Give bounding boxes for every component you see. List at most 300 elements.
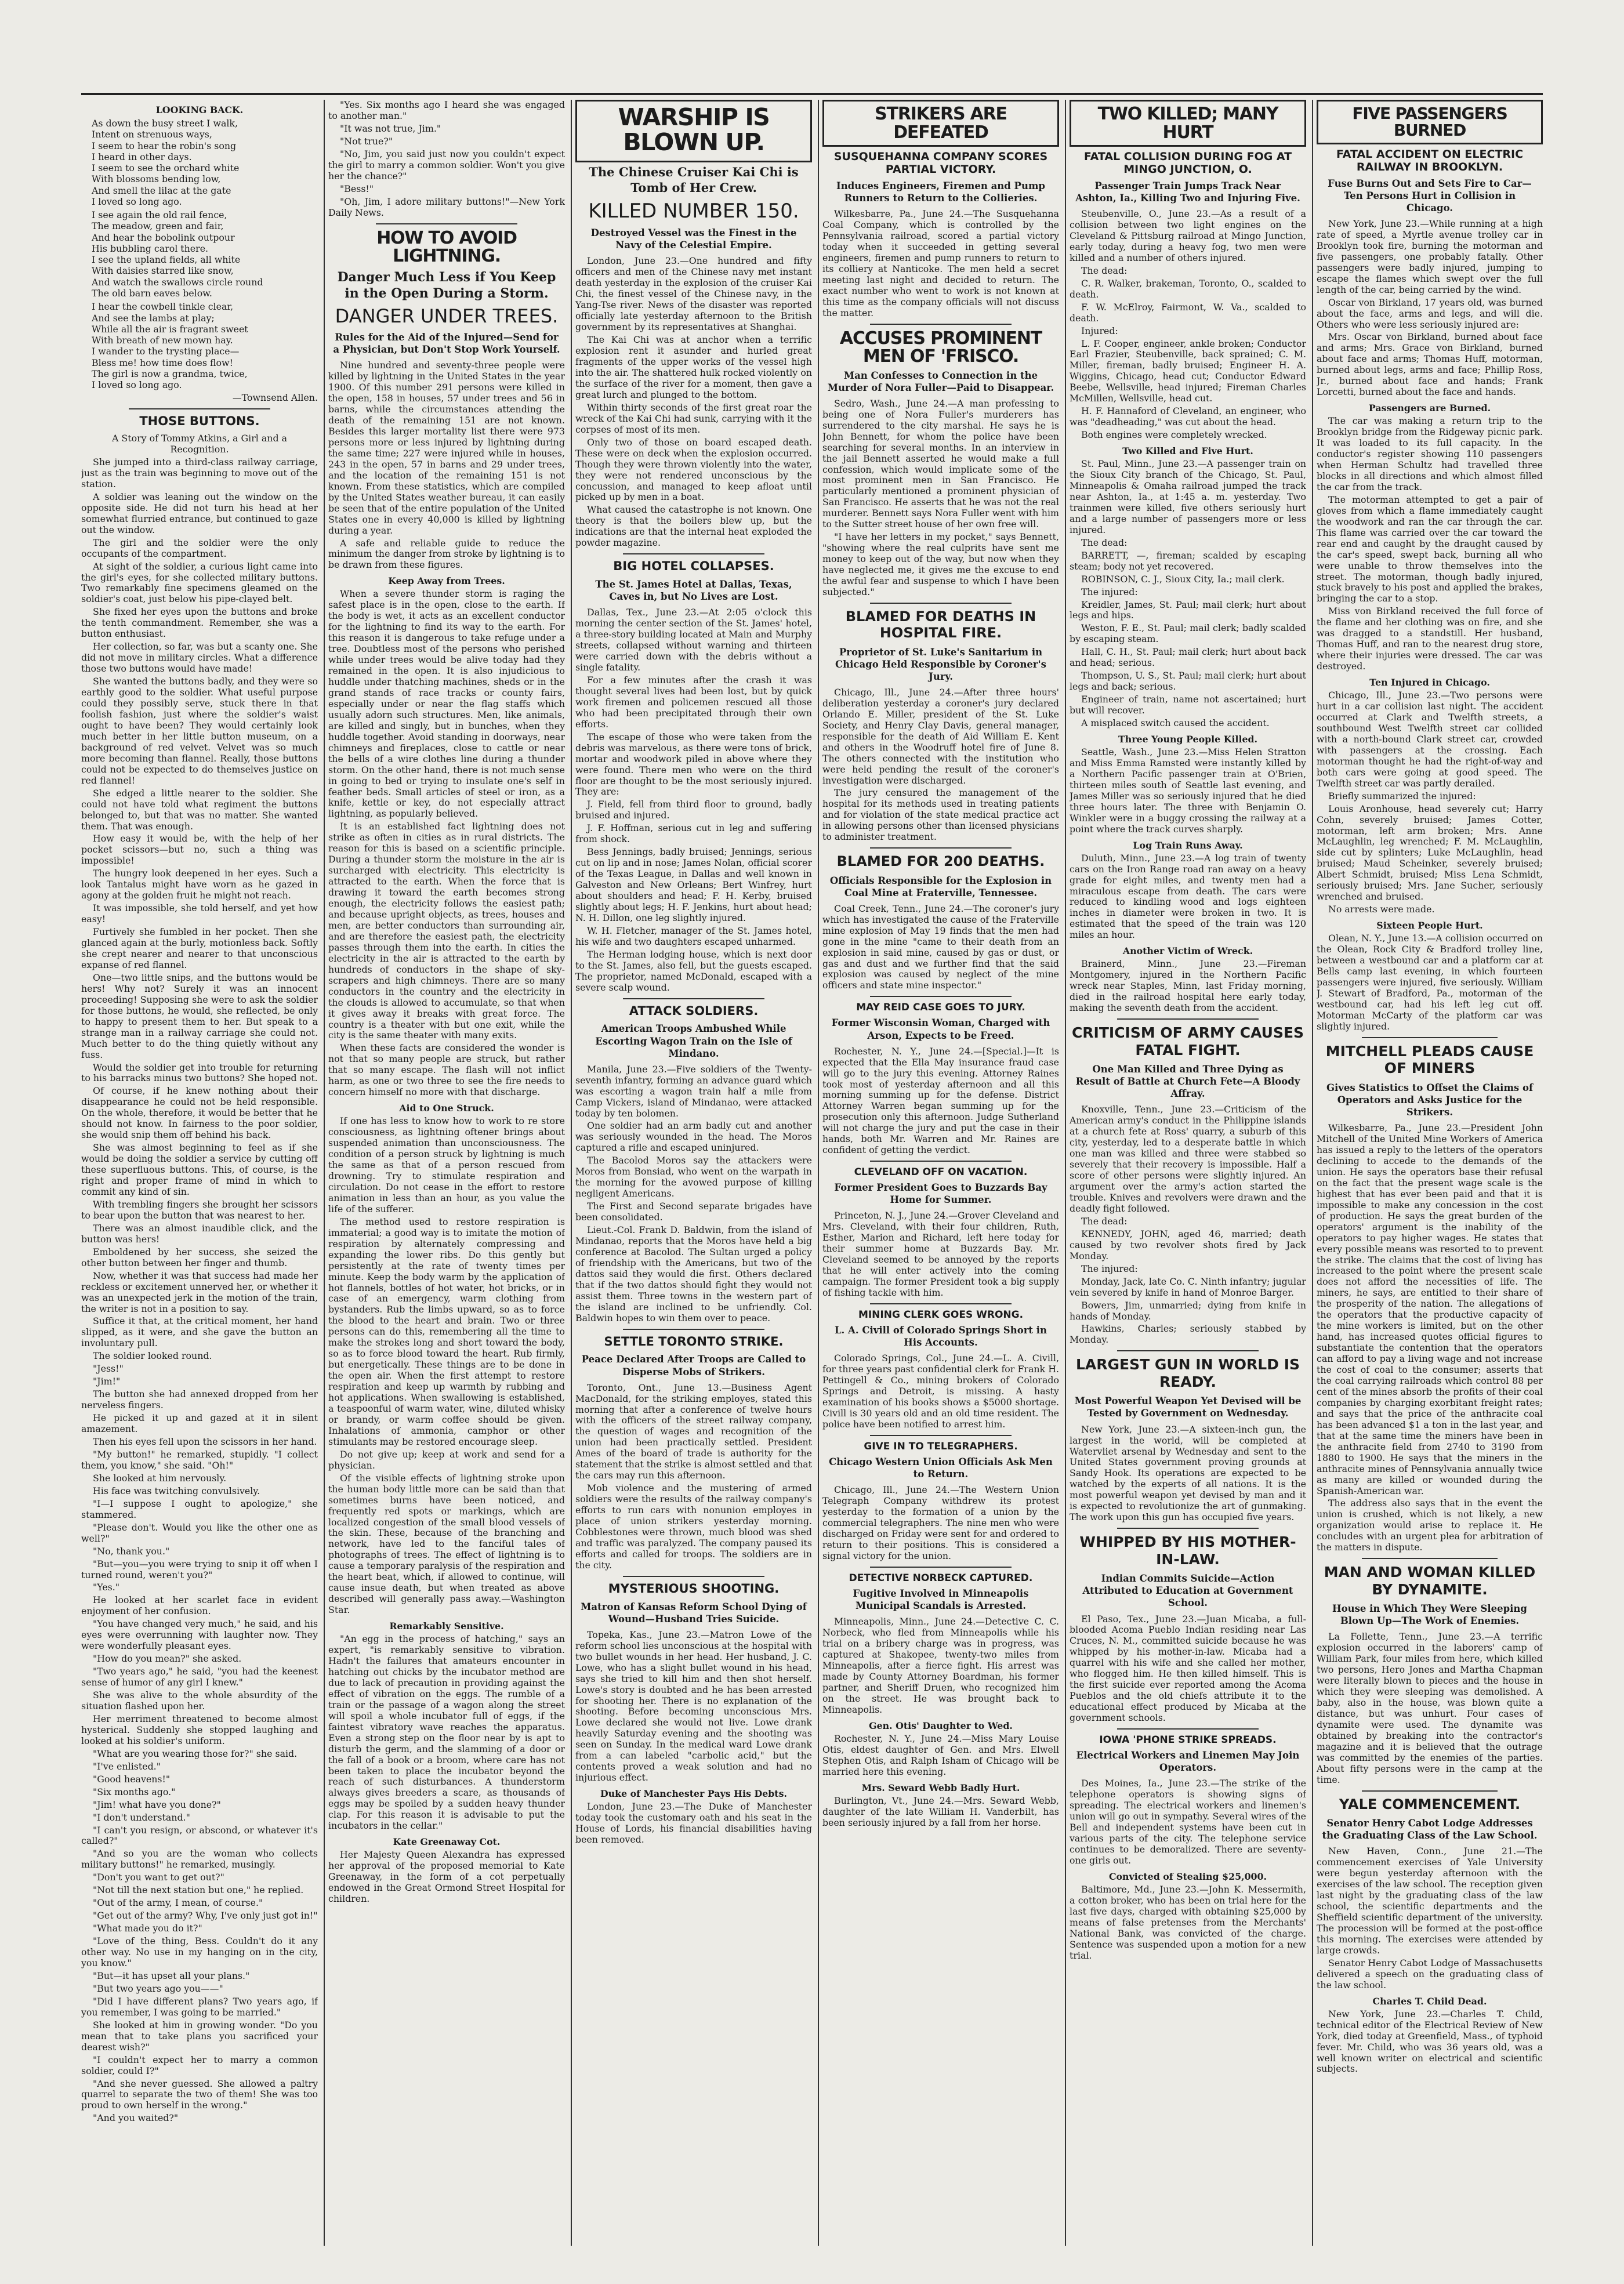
paragraph: "But—you—you were trying to snip it off when I turned round, weren't you?": [81, 1558, 318, 1580]
headline-criticism: CRITICISM OF ARMY CAUSES FATAL FIGHT.: [1071, 1024, 1304, 1058]
column-rule: [1312, 100, 1313, 2246]
subhead-mitchell: Gives Statistics to Offset the Claims of Operators and Asks Justice for the Strikers.: [1326, 1082, 1534, 1118]
poem-author: —Townsend Allen.: [232, 392, 318, 404]
divider: [1117, 1528, 1259, 1529]
paragraph: Both engines were completely wrecked.: [1081, 429, 1267, 441]
subhead-those-buttons: A Story of Tommy Atkins, a Girl and a Recognition.: [111, 433, 287, 455]
paragraph: The button she had annexed dropped from her nerveless fingers.: [81, 1388, 318, 1411]
article-body: [822, 1796, 1059, 1829]
article-body: [328, 589, 565, 1098]
paragraph: Des Moines, Ia., June 23.—The strike of the telephone operators is showing signs of spreading. The electrical workers and linemen's union will go out in sympathy. Several wires of the Bell and independent systems have been cut in various parts of the city. The telephone service continues to be demoralized. There are seventy-one girls out.: [1070, 1778, 1306, 1866]
paragraph: Do not give up; keep at work and send for a physician.: [328, 1448, 565, 1471]
paragraph: London, June 23.—One hundred and fifty officers and men of the Chinese navy met instant death yesterday in the explosion of the cruiser Kai Chi, the finest vessel of the Chinese navy, in the Yang-Tse river. News of the disaster was reported officially late yesterday afternoon to the British government by its representatives at Shanghai.: [575, 255, 812, 333]
subhead-destroyed: Destroyed Vessel was the Finest in the Navy of the Celestial Empire.: [590, 227, 797, 251]
subhead-telegraphers: Chicago Western Union Officials Ask Men to Return.: [829, 1456, 1053, 1480]
paragraph: "Two years ago," he said, "you had the keenest sense of humor of any girl I knew.": [81, 1666, 318, 1688]
paragraph: She looked at him nervously.: [93, 1472, 227, 1484]
divider: [870, 603, 1012, 604]
paragraph: There was an almost inaudible click, and the button was hers!: [81, 1222, 318, 1245]
headline-box: [1070, 100, 1306, 147]
paragraph: She edged a little nearer to the soldier. She could not have told what regiment the buttons belonged to, but that was no matter. She wanted them. That was enough.: [81, 787, 318, 832]
article-body: [1070, 1614, 1306, 1724]
paragraph: "Not true?": [340, 135, 393, 147]
paragraph: Baltimore, Md., June 23.—John K. Messermith, a cotton broker, who has been on trial here for the last five days, charged with obtaining $25,000 by means of false pretenses from the Merchants' National Bank, was convicted of the charge. Sentence was suspended upon a motion for a new trial.: [1070, 1883, 1306, 1961]
paragraph: Hawkins, Charles; seriously stabbed by Monday.: [1070, 1323, 1306, 1346]
paragraph: Injured:: [1081, 325, 1118, 336]
side-head: Duke of Manchester Pays His Debts.: [600, 1788, 787, 1800]
subhead-iowa-phone: Electrical Workers and Linemen May Join Operators.: [1076, 1750, 1300, 1774]
article-body: [328, 1634, 565, 1832]
paragraph: "Did I have different plans? Two years ago, if you remember, I was going to be married.": [81, 1995, 318, 2018]
paragraph: The Bacolod Moros say the attackers were Moros from Bonsiad, who went on the warpath in the morning for the avowed purpose of killing negligent Americans.: [575, 1155, 812, 1199]
article-body: [328, 1116, 565, 1616]
paragraph: Furtively she fumbled in her pocket. Then she glanced again at the burly, motionless back. Softly she crept nearer and nearer to that unconscious expanse of red flannel.: [81, 926, 318, 970]
article-body: [1317, 219, 1543, 398]
paragraph: Minneapolis, Minn., June 24.—Detective C. C. Norbeck, who fled from Minneapolis while his trial on a bribery charge was in progress, was captured at Shakopee, twenty-two miles from Minneapolis, after a fierce fight. His arrest was made by County Attorney Boardman, his former partner, and Sheriff Druen, who recognized him on the street. He was brought back to Minneapolis.: [822, 1616, 1059, 1715]
paragraph: Hall, C. H., St. Paul; mail clerk; hurt about back and head; serious.: [1070, 646, 1306, 669]
divider: [1117, 1018, 1259, 1020]
paragraph: Miss von Birkland received the full force of the flame and her clothing was on fire, and she was dragged to a standstill. Her husband, Thomas Huff, and ran to the nearest drug store, where their injuries were dressed. The car was destroyed.: [1317, 606, 1543, 672]
divider: [623, 1576, 765, 1577]
article-body: [1070, 459, 1306, 729]
headline-whipped: WHIPPED BY HIS MOTHER-IN-LAW.: [1079, 1533, 1296, 1568]
paragraph: London, June 23.—The Duke of Manchester today took the customary oath and his seat in the House of Lords, his financial disabilities having been removed.: [575, 1801, 812, 1846]
paragraph: "And she never guessed. She allowed a paltry quarrel to separate the two of them! She was too proud to own herself in the wrong.": [81, 2078, 318, 2111]
paragraph: St. Paul, Minn., June 23.—A passenger train on the Sioux City branch of the Chicago, St. Paul, Minneapolis & Omaha railroad jumped the track near Ashton, Ia., at 1:45 a. m. yesterday. Two trainmen were killed, five others seriously hurt and a large number of passengers more or less injured.: [1070, 458, 1306, 535]
headline-danger-under-trees: DANGER UNDER TREES.: [335, 304, 559, 327]
divider: [1362, 1037, 1498, 1038]
paragraph: The soldier looked round.: [93, 1350, 212, 1362]
paragraph: "But—it has upset all your plans.": [93, 1970, 250, 1981]
subhead-hotel: The St. James Hotel at Dallas, Texas, Caves in, but No Lives are Lost.: [595, 579, 792, 603]
paragraph: J. Field, fell from third floor to ground, badly bruised and injured.: [575, 799, 812, 821]
paragraph: "You have changed very much," he said, and his eyes were overrunning with laughter now. They were wonderfully pleasant eyes.: [81, 1618, 318, 1652]
divider: [870, 1161, 1012, 1162]
paragraph: Knoxville, Tenn., June 23.—Criticism of the American army's conduct in the Philippine islands at a church fete at Ross' quarry, a suburb of this city, yesterday, led to a desperate battle in which one man was killed and three were stabbed so severely that their recovery is impossible. Half a score of other persons were slightly injured. An argument over the army's action started the trouble. Knives and revolvers were drawn and the deadly fight followed.: [1070, 1104, 1306, 1214]
article-body: [822, 1210, 1059, 1299]
headline-mining-clerk: MINING CLERK GOES WRONG.: [858, 1309, 1024, 1321]
paragraph: "No, Jim, you said just now you couldn't expect the girl to marry a common soldier. Won't you give her the chance?": [328, 148, 565, 182]
subhead-cruiser: The Chinese Cruiser Kai Chi is Tomb of Her Crew.: [589, 165, 799, 195]
paragraph: Dallas, Tex., June 23.—At 2:05 o'clock this morning the center section of the St. James' hotel, a three-story building located at Main and Murphy streets, collapsed without warning and thirteen were carried down with the debris without a single fatality.: [575, 607, 812, 673]
poem-title: LOOKING BACK.: [155, 104, 244, 115]
paragraph: "Please don't. Would you like the other one as well?": [81, 1521, 318, 1544]
headline-dynamite: MAN AND WOMAN KILLED BY DYNAMITE.: [1324, 1564, 1536, 1598]
side-head: Charles T. Child Dead.: [1372, 1995, 1487, 2007]
paragraph: "It was not true, Jim.": [340, 122, 441, 134]
article-body: [822, 1353, 1059, 1430]
paragraph: Princeton, N. J., June 24.—Grover Cleveland and Mrs. Cleveland, with their four children, Ruth, Esther, Marion and Richard, left here today for their summer home at Buzzards Bay. Mr. Cleveland seemed to be annoyed by the reports that he will enter actively into the coming campaign. The former President took a big supply of fishing tackle with him.: [822, 1210, 1059, 1299]
paragraph: Louis Aronhouse, head severely cut; Harry Cohn, severely bruised; James Cotter, motorman, left arm broken; Mrs. Anne McLaughlin, leg wrenched; F. M. McLaughlin, side cut by splinters; Luke McLaughlin, head bruised; Maud Scheinker, severely bruised; Albert Schmidt, bruised; Miss Lena Schmidt, seriously bruised; Mrs. Jane Sucher, seriously wrenched and bruised.: [1317, 803, 1543, 902]
paragraph: Of course, if he knew nothing about their disappearance he could not be held responsible. On the whole, therefore, it would be better that he should not know. In fairness to the poor soldier, she would snip them off behind his back.: [81, 1085, 318, 1141]
subhead-confesses: Man Confesses to Connection in the Murder of Nora Fuller—Paid to Disappear.: [827, 369, 1054, 393]
column-4: [822, 100, 1059, 2246]
subhead-lightning: Danger Much Less if You Keep in the Open During a Storm.: [337, 269, 556, 301]
article-body: [575, 1801, 812, 1846]
divider: [623, 1329, 765, 1330]
article-body: [575, 1630, 812, 1783]
divider: [1117, 1728, 1259, 1730]
paragraph: Now, whether it was that success had made her reckless or excitement unnerved her, or whether it was an unexpected jerk in the motion of the train, the writer is not in a position to say.: [81, 1270, 318, 1314]
paragraph: H. F. Hannaford of Cleveland, an engineer, who was "deadheading," was cut about the head.: [1070, 405, 1306, 428]
paragraph: New York, June 23.—Charles T. Child, technical editor of the Electrical Review of New York, died today at Greenfield, Mass., of typhoid fever. Mr. Child, who was 36 years old, was a well known writer on electrical and scientific subjects.: [1317, 2008, 1543, 2075]
paragraph: Thompson, U. S., St. Paul; mail clerk; hurt about legs and back; serious.: [1070, 670, 1306, 693]
article-body: [822, 1734, 1059, 1778]
side-head: Kate Greenaway Cot.: [393, 1836, 501, 1848]
headline-box: [575, 100, 812, 162]
article-body: [1317, 1123, 1543, 1553]
paragraph: "And you waited?": [93, 2112, 179, 2124]
paragraph: "Get out of the army? Why, I've only just got in!": [93, 1910, 318, 1922]
paragraph: J. F. Hoffman, serious cut in leg and suffering from shock.: [575, 822, 812, 845]
paragraph: The address also says that in the event the union is crushed, which is not likely, a new organization would arise to replace it. He concludes with an urgent plea for arbitration of the matters in dispute.: [1317, 1498, 1543, 1553]
subhead-fraterville: Officials Responsible for the Explosion in Coal Mine at Fraterville, Tennessee.: [829, 875, 1052, 898]
column-rule: [1065, 100, 1066, 2246]
side-head: Remarkably Sensitive.: [389, 1620, 504, 1632]
paragraph: Toronto, Ont., June 13.—Business Agent MacDonald, for the striking employes, stated this morning that after a conference of twelve hours with the officers of the street railway company, the question of wages and recognition of the union had been practically settled. President Ames of the board of trade is authority for the statement that the strike is almost settled and that the cars may run this afternoon.: [575, 1382, 812, 1481]
paragraph: "An egg in the process of hatching," says an expert, "is remarkably sensitive to vibration. Hadn't the failures that amateurs encounter in hatching out chicks by the incubator method are due to lack of precaution in providing against the effect of vibration on the eggs. The rumble of a train or the passage of a wagon along the street will spoil a whole incubator full of eggs, if the faintest vibratory wave reaches the apparatus. Even a strong step on the floor near by is apt to disturb the germ, and the slamming of a door or the fall of a book or a broom, where care has not been taken to place the incubator beyond the reach of such disturbances. A thunderstorm always gives breeders a scare, as thousands of eggs may be spoiled by a sudden heavy thunder clap. For this reason it is advisable to put the incubators in the cellar.": [328, 1633, 565, 1832]
divider: [129, 408, 271, 409]
paragraph: F. W. McElroy, Fairmont, W. Va., scalded to death.: [1070, 301, 1306, 324]
paragraph: "Bess!": [340, 183, 374, 194]
paragraph: Her Majesty Queen Alexandra has expressed her approval of the proposed memorial to Kate Greenaway, in the form of a cot perpetually endowed in the Great Ormond Street Hospital for children.: [328, 1849, 565, 1905]
paragraph: She was almost beginning to feel as if she would be doing the soldier a service by cutting off these superfluous buttons. This, of course, is the right and proper frame of mind in which to commit any kind of sin.: [81, 1142, 318, 1197]
paragraph: "I've enlisted.": [93, 1760, 161, 1772]
headline-hotel: BIG HOTEL COLLAPSES.: [613, 559, 774, 574]
paragraph: Chicago, Ill., June 23.—Two persons were hurt in a car collision last night. The accident occurred at Clark and Twelfth streets, a southbound West Twelfth street car collided with a north-bound Clark street car, crowded with passengers at the crossing. Each motorman thought he had the right-of-way and both cars were going at good speed. The Twelfth street car was partly derailed.: [1317, 690, 1543, 789]
headline-attack: ATTACK SOLDIERS.: [629, 1003, 759, 1018]
paragraph: If one has less to know how to work to re store consciousness, as lightning oftener brings about suspended animation than unconsciousness. The condition of a person struck by lightning is much the same as that of a person rescued from drowning. Try to stimulate respiration and circulation. Do not cease in the effort to restore animation in less than an hour, as you value the life of the sufferer.: [328, 1115, 565, 1214]
paragraph: "Not till the next station but one," he replied.: [93, 1884, 304, 1896]
paragraph: Oscar von Birkland, 17 years old, was burned about the face, arms and legs, and will die. Others who were less seriously injured are:: [1317, 296, 1543, 330]
paragraph: What caused the catastrophe is not known. One theory is that the boilers blew up, but the indications are that the internal heat exploded the powder magazine.: [575, 504, 812, 549]
paragraph: One soldier had an arm badly cut and another was seriously wounded in the head. The Moros captured a rifle and escaped uninjured.: [575, 1120, 812, 1154]
headline-shooting: MYSTERIOUS SHOOTING.: [608, 1581, 780, 1596]
paragraph: Sedro, Wash., June 24.—A man professing to being one of Nora Fuller's murderers has surrendered to the city marshal. He says he is John Bennett, for whom the police have been searching for several months. In an interview in the jail Bennett asserted he would make a full confession, which would implicate some of the most prominent men in San Francisco. He particularly mentioned a prominent physician of San Francisco. He asserts that he was not the real murderer. Bennett says Nora Fuller went with him to the Sutter street house of her own free will.: [822, 397, 1059, 530]
subhead-criticism: One Man Killed and Three Dying as Result of Battle at Church Fete—A Bloody Affray.: [1075, 1064, 1300, 1100]
paragraph: Chicago, Ill., June 24.—After three hours' deliberation yesterday a coroner's jury declared Orlando E. Miller, president of the St. Luke Society, and Henry Clay Davis, general manager, responsible for the death of Aid William E. Kent and others in the Woodruff hotel fire of June 8. The others connected with the institution who were held pending the result of the coroner's investigation were discharged.: [822, 686, 1059, 786]
article-body: [822, 904, 1059, 992]
paragraph: BARRETT, —, fireman; scalded by escaping steam; body not yet recovered.: [1070, 549, 1306, 572]
paragraph: W. H. Fletcher, manager of the St. James hotel, his wife and two daughters escaped unharmed.: [575, 925, 812, 947]
paragraph: How easy it would be, with the help of her pocket scissors—but no, such a thing was impossible!: [81, 833, 318, 867]
paragraph: KENNEDY, JOHN, aged 46, married; death caused by two revolver shots fired by Jack Monday.: [1070, 1228, 1306, 1261]
column-6: [1317, 100, 1543, 2246]
paragraph: The method used to restore respiration is immaterial; a good way is to imitate the motion of respiration by alternately compressing and expanding the lower ribs. Do this gently but persistently at the rate of twenty times per minute. Keep the body warm by the application of hot flannels, bottles of hot water, hot bricks, or in case of an emergency, warm clothing from bystanders. Rub the limbs upward, so as to force the blood to the heart and brain. Two or three persons can do this, remembering all the time to make the strokes long and short toward the body, so as to force blood toward the heart. Rub firmly, but energetically. These things are to be done in the open air. When the first attempt to restore respiration and keep up warmth by rubbing and hot applications. When swallowing is established, a teaspoonful of warm water, wine, diluted whisky or brandy, or warm coffee should be given. Inhalations of ammonia, camphor or other stimulants may be restored encourage sleep.: [328, 1216, 565, 1447]
headline-cleveland: CLEVELAND OFF ON VACATION.: [854, 1166, 1028, 1179]
paragraph: A misplaced switch caused the accident.: [1081, 717, 1270, 729]
paragraph: "Jim! what have you done?": [93, 1799, 221, 1810]
paragraph: Topeka, Kas., June 23.—Matron Lowe of the reform school lies unconscious at the hospital with two bullet wounds in her head. Her husband, J. C. Lowe, who has a slight bullet wound in his head, says she tried to kill him and then shot herself. Lowe's story is doubted and he has been arrested for shooting her. There is no explanation of the shooting. Before becoming unconscious Mrs. Lowe declared she would not live. Lowe drank heavily Saturday evening and the shooting was seen on Sunday. In the medical ward Lowe drank from a can labeled "carbolic acid," but the contents proved a weak solution and had no injurious effect.: [575, 1629, 812, 1783]
article-body: [1070, 1884, 1306, 1962]
article-body: [575, 1383, 812, 1571]
paragraph: When a severe thunder storm is raging the safest place is in the open, close to the earth. If the body is wet, it acts as an excellent conductor for the lightning to find its way to the earth. For this reason it is dangerous to take refuge under a tree. Doubtless most of the persons who perished while under trees would be alive today had they remained in the open. It is also injudicious to huddle under thatching machines, sheds or in the grand stands of race tracks or county fairs, especially under or near the flag staffs which usually adorn such structures. Men, like animals, are killed and singly, but in bunches, when they huddle together. Avoid standing in doorways, near chimneys and fireplaces, close to cattle or near the bells of a wire clothes line during a thunder storm. On the other hand, there is not much sense in going to bed or trying to insulate one's self in feather beds. Small articles of steel or iron, as a knife, kettle or key, do not especially attract lightning, as popularly believed.: [328, 588, 565, 820]
paragraph: "Don't you want to get out?": [93, 1872, 224, 1883]
article-body: [1317, 1632, 1543, 1785]
paragraph: Only two of those on board escaped death. These were on deck when the explosion occurred. Though they were thrown violently into the water, they were not rendered unconscious by the concussion, and managed to keep afloat until picked up by men in a boat.: [575, 436, 812, 503]
article-body: [1070, 1778, 1306, 1866]
paragraph: She jumped into a third-class railway carriage, just as the train was beginning to move out of the station.: [81, 456, 318, 490]
poem-stanza-1: As down the busy street I walk, Intent on strenuous ways, I seem to hear the robin's song I heard in other days. I seem to see the orchard white With blossoms bending low, And smell the lilac at the gate I loved so long ago.: [92, 118, 240, 207]
paragraph: "Yes. Six months ago I heard she was engaged to another man.": [328, 100, 565, 121]
side-head: Aid to One Struck.: [399, 1103, 494, 1114]
paragraph: C. R. Walker, brakeman, Toronto, O., scalded to death.: [1070, 277, 1306, 300]
headline-may-reid: MAY REID CASE GOES TO JURY.: [856, 1002, 1025, 1014]
paragraph: Rochester, N. Y., June 24.—[Special.]—It is expected that the Ella May insurance fraud case will go to the jury this evening. Attorney Raines took most of yesterday afternoon and all this morning summing up for the defense. District Attorney Warren began summing up for the prosecution only this afternoon. Judge Sutherland will not charge the jury and put the case in their hands, both Mr. Warren and Mr. Raines are confident of getting the verdict.: [822, 1045, 1059, 1156]
paragraph: "I—I suppose I ought to apologize," she stammered.: [81, 1498, 318, 1520]
paragraph: Briefly summarized the injured:: [1328, 790, 1476, 802]
paragraph: Weston, F. E., St. Paul; mail clerk; badly scalded by escaping steam.: [1070, 622, 1306, 645]
subhead-hospital: Proprietor of St. Luke's Sanitarium in Chicago Held Responsible by Coroner's Jury.: [835, 646, 1046, 682]
paragraph: "Oh, Jim, I adore military buttons!"—New York Daily News.: [328, 195, 565, 218]
paragraph: El Paso, Tex., June 23.—Juan Micaba, a full-blooded Acoma Pueblo Indian residing near Las Cruces, N. M., committed suicide because he was whipped by his mother-in-law. Micaba had a quarrel with his wife and she called her mother, who flogged him. He then killed himself. This is the first suicide ever reported among the Acoma Pueblos and the old chiefs attribute it to the educational effect produced by Micaba at the government schools.: [1070, 1613, 1306, 1724]
paragraph: Duluth, Minn., June 23.—A log train of twenty cars on the Iron Range road ran away on a heavy grade for eight miles, and twenty men had a miraculous escape from death. The cars were reduced to kindling wood and logs eighteen inches in diameter were broken in two. It is estimated that the speed of the train was 120 miles an hour.: [1070, 852, 1306, 941]
article-body: [1317, 2009, 1543, 2075]
paragraph: New York, June 23.—While running at a high rate of speed, a Myrtle avenue trolley car in Brooklyn took fire, burning the motorman and five passengers, one probably fatally. Other passengers were badly injured, jumping to escape the flames which swept over the full length of the car, being carried by the wind.: [1317, 217, 1543, 295]
subhead-attack: American Troops Ambushed While Escorting Wagon Train on the Isle of Mindano.: [595, 1023, 792, 1059]
paragraph: She was alive to the whole absurdity of the situation flashed upon her.: [81, 1690, 318, 1712]
paragraph: Nine hundred and seventy-three people were killed by lightning in the United States in the year 1900. Of this number 291 persons were killed in the open, 158 in houses, 57 under trees and 56 in barns, while the circumstances attending the death of the remaining 151 are not known. Besides this larger mortality list there were 973 persons more or less injured by lightning during the same time; 227 were injured while in houses, 243 in the open, 57 in barns and 29 under trees, and the location of the remaining 151 is not known. From these statistics, which are compiled by the United States weather bureau, it can easily be seen that of the entire population of the United States one in every 40,000 is killed by lightning during a year.: [328, 360, 565, 536]
headline-telegraphers: GIVE IN TO TELEGRAPHERS.: [864, 1441, 1018, 1453]
article-body: [822, 687, 1059, 843]
article-body: [328, 360, 565, 571]
paragraph: With trembling fingers she brought her scissors to bear upon the button that was nearest to her.: [81, 1198, 318, 1221]
article-body: [1070, 959, 1306, 1014]
headline-box: [822, 100, 1059, 147]
subhead-susquehanna: SUSQUEHANNA COMPANY SCORES PARTIAL VICTORY.: [833, 150, 1048, 176]
article-body: [1070, 209, 1306, 441]
newspaper-page: [81, 93, 1543, 2253]
paragraph: Within thirty seconds of the first great roar the wreck of the Kai Chi had sunk, carrying with it the corpses of most of its men.: [575, 401, 812, 435]
paragraph: Emboldened by her success, she seized the other button between her finger and thumb.: [81, 1246, 318, 1268]
paragraph: "I couldn't expect her to marry a common soldier, could I?": [81, 2054, 318, 2076]
headline-mitchell: MITCHELL PLEADS CAUSE OF MINERS: [1325, 1042, 1534, 1077]
divider: [1117, 1350, 1259, 1351]
paragraph: "Six months ago.": [93, 1786, 176, 1797]
paragraph: She wanted the buttons badly, and they were so earthly good to the soldier. What useful purpose could they possibly serve, stuck there in that foolish fashion, just where the soldier's waist ought to have been? They would certainly look much better in her little button museum, on a background of red velvet. Velvet was so much more becoming than flannel. Really, those buttons could not be expected to do themselves justice on red flannel!: [81, 676, 318, 786]
paragraph: "Out of the army, I mean, of course.": [93, 1897, 263, 1909]
paragraph: Suffice it that, at the critical moment, her hand slipped, as it were, and she gave the button an involuntary pull.: [81, 1315, 318, 1349]
headline-box: [1317, 100, 1543, 144]
side-head: Three Young People Killed.: [1118, 734, 1258, 745]
headline-accuses: ACCUSES PROMINENT MEN OF 'FRISCO.: [839, 328, 1042, 367]
paragraph: Seattle, Wash., June 23.—Miss Helen Stratton and Miss Emma Ramsted were instantly killed by a Northern Pacific passenger train at O'Brien, thirteen miles south of Seattle last evening, and James Miller was so seriously injured that he died three hours later. The three with Benjamin O. Winkler were in a buggy crossing the railway at a point where the track curves sharply.: [1070, 746, 1306, 835]
headline-lightning: HOW TO AVOID LIGHTNING.: [376, 227, 517, 267]
headline-largest-gun: LARGEST GUN IN WORLD IS READY.: [1075, 1356, 1300, 1390]
paragraph: "And so you are the woman who collects military buttons!" he remarked, musingly.: [81, 1848, 318, 1870]
side-head: Ten Injured in Chicago.: [1369, 677, 1490, 688]
paragraph: She looked at him in growing wonder. "Do you mean that to take plans you sacrificed your dearest wish?": [81, 2019, 318, 2053]
paragraph: Wilkesbarre, Pa., June 24.—The Susquehanna Coal Company, which is controlled by the Pennsylvania railroad, scored a partial victory today when it succeeded in getting several engineers, firemen and pump runners to return to its colliery at Nanticoke. The men held a secret meeting last night and decided to return. The exact number who went to work is not known at this time as the company officials will not discuss the matter.: [822, 208, 1059, 318]
paragraph: Bowers, Jim, unmarried; dying from knife in hands of Monday.: [1070, 1299, 1306, 1322]
paragraph: Wilkesbarre, Pa., June 23.—President John Mitchell of the United Mine Workers of America has issued a reply to the letters of the operators declining to accede to the demands of the union. He says the operators base their refusal on the fact that the present wage scale is the highest that has ever been paid and that it is impossible to make any concession in the cost of production. He says the great burden of the operators' argument is the inability of the operators to pay higher wages. He states that every possible means was resorted to to prevent the strike. The claims that the cost of living has increased to the point where the present scale does not afford the necessities of life. The miners, he says, are entitled to their share of the prosperity of the nation. The allegations of the operators that the productive capacity of the mine workers is limited, but on the other hand, has increased quotes official figures to substantiate the contention that the operators can afford to pay a living wage and not increase the cost of coal to the consumer; asserts that the coal carrying railroads which control 88 per cent of the mines absorb the profits of their coal companies by charging exorbitant freight rates; and says that the price of the anthracite coal has been advanced $1 a ton in the last year, and that at the same time the miners have been in the anthracite field from 2740 to 3190 from 1880 to 1900. He says that the miners in the anthracite mines of Pennsylvania annually twice as many are killed or wounded during the Spanish-American war.: [1317, 1122, 1543, 1496]
divider: [870, 847, 1012, 849]
paragraph: It was impossible, she told herself, and yet how easy!: [81, 902, 318, 925]
paragraph: "Jess!": [93, 1363, 124, 1375]
paragraph: A soldier was leaning out the window on the opposite side. He did not turn his head at her somewhat flurried entrance, but continued to gaze out the window.: [81, 491, 318, 535]
headline-iowa-phone: IOWA 'PHONE STRIKE SPREADS.: [1099, 1734, 1277, 1746]
paragraph: "My button!" he remarked, stupidly. "I collect them, you know," she said. "Oh!": [81, 1448, 318, 1471]
headline-five-passengers: FIVE PASSENGERS BURNED: [1352, 104, 1507, 140]
divider: [376, 223, 518, 224]
paragraph: Would the soldier get into trouble for returning to his barracks minus two buttons? She hoped not.: [81, 1061, 318, 1084]
article-body: [1317, 690, 1543, 915]
paragraph: Her merriment threatened to become almost hysterical. Suddenly she stopped laughing and looked at his soldier's uniform.: [81, 1713, 318, 1746]
paragraph: "What are you wearing those for?" she said.: [93, 1748, 298, 1759]
article-body: [822, 1485, 1059, 1562]
paragraph: He picked it up and gazed at it in silent amazement.: [81, 1412, 318, 1435]
subhead-toronto: Peace Declared After Troops are Called to Disperse Mobs of Strikers.: [581, 1354, 806, 1377]
paragraph: One—two little snips, and the buttons would be hers! Why not? Surely it was an innocent proceeding! Supposing she were to ask the soldier for those buttons, he would, she reflected, be only to happy to present them to her. But speak to a strange man in a railway carriage she could not. Much better to do the thing quietly without any fuss.: [81, 971, 318, 1060]
subhead-rules: Rules for the Aid of the Injured—Send for a Physician, but Don't Stop Work Yourself.: [333, 332, 560, 356]
paragraph: She fixed her eyes upon the buttons and broke the tenth commandment. Remember, she was a button enthusiast.: [81, 606, 318, 640]
paragraph: The Herman lodging house, which is next door to the St. James, also fell, but the guests escaped. The proprietor, named McDonald, escaped with a severe scalp wound.: [575, 948, 812, 993]
paragraph: The injured:: [1081, 1263, 1138, 1274]
paragraph: The jury censured the management of the hospital for its methods used in treating patients and for violation of the state medical practice act in allowing persons other than licensed physicians to administer treatment.: [822, 787, 1059, 843]
column-rule: [818, 100, 819, 2246]
paragraph: The motorman attempted to get a pair of gloves from which a flame immediately caught the woodwork and ran the car through the car. This flame was carried over the car toward the rear end and caught by the draught caused by the car's speed, swept back, burning all who were unable to throw themselves into the street. The motorman, though badly injured, stuck bravely to his post and applied the brakes, bringing the car to a stop.: [1317, 494, 1543, 604]
side-head: Sixteen People Hurt.: [1376, 920, 1483, 931]
paragraph: Kreidler, James, St. Paul; mail clerk; hurt about legs and hips.: [1070, 599, 1306, 621]
paragraph: The Kai Chi was at anchor when a terrific explosion rent it asunder and hurled great fragments of the upper works of the vessel high into the air. The shattered hulk rocked violently on the surface of the river for a moment, then gave a great lurch and plunged to the bottom.: [575, 334, 812, 400]
paragraph: "I can't you resign, or abscond, or whatever it's called?": [81, 1824, 318, 1847]
paragraph: Of the visible effects of lightning stroke upon the human body little more can be said than that sometimes burns have been noticed, and frequently red spots or markings, which are localized congestion of the small blood vessels of the skin. These, because of the branching and network, have led to the fanciful tales of photographs of trees. The effect of lightning is to cause a temporary paralysis of the respiration and the heart beat, which, if allowed to continue, will cause insue death, but when treated as above described will generally pass away.—Washington Star.: [328, 1472, 565, 1616]
paragraph: At sight of the soldier, a curious light came into the girl's eyes, for she collected military buttons. Two remarkably fine specimens gleamed on the soldier's coat, just below his pipe-clayed belt.: [81, 560, 318, 605]
divider: [1362, 1790, 1498, 1792]
divider: [870, 1303, 1012, 1304]
column-rule: [571, 100, 572, 2246]
paragraph: The hungry look deepened in her eyes. Such a look Tantalus might have worn as he gazed in agony at the golden fruit he might not reach.: [81, 868, 318, 901]
article-body: [822, 209, 1059, 319]
side-head: Two Killed and Five Hurt.: [1122, 445, 1253, 457]
paragraph: It is an established fact lightning does not strike as often in cities as in rural districts. The reason for this is based on a scientific principle. During a thunder storm the moisture in the air is surcharged with electricity. This electricity is attracted to the earth. When the force that is drawing it toward the earth becomes strong enough, the electricity follows the easiest path; and because upright objects, as trees, houses and men, are better conductors than surrounding air, and are therefore the easiest path, the electricity passes through them into the earth. In cities the electricity in the air is attracted to the earth by hundreds of conductors in the shape of sky-scrapers and high chimneys. There are so many conductors in the country and the electricity in the clouds is allowed to accumulate, so that when it gives away it breaks with great force. The country is a theater with but one exit, while the city is the same theater with many exits.: [328, 821, 565, 1041]
paragraph: The escape of those who were taken from the debris was marvelous, as there were tons of brick, mortar and woodwork piled in above where they were found. There men who were on the third floor are thought to be the most seriously injured. They are:: [575, 731, 812, 797]
paragraph: No arrests were made.: [1328, 904, 1435, 915]
article-body: [575, 256, 812, 549]
paragraph: New York, June 23.—A sixteen-inch gun, the largest in the world, will be completed at Watervliet arsenal by Wednesday and sent to the United States government proving grounds at Sandy Hook. Its operations are expected to be watched by the experts of all nations. It is the most powerful weapon yet devised by man and it is expected to revolutionize the art of gunmaking. The work upon this gun has occupied five years.: [1070, 1423, 1306, 1523]
paragraph: A safe and reliable guide to reduce the minimum the danger from stroke by lightning is to be drawn from these figures.: [328, 537, 565, 571]
paragraph: Mob violence and the mustering of armed soldiers were the results of the railway company's efforts to run cars with nonunion employes in place of union strikers yesterday morning. Cobblestones were thrown, much blood was shed and traffic was paralyzed. The company paused its efforts and called for troops. The soldiers are in the city.: [575, 1482, 812, 1571]
paragraph: "Jim!": [93, 1376, 121, 1387]
headline-killed: KILLED NUMBER 150.: [588, 199, 799, 223]
article-body: [328, 1850, 565, 1905]
article-body: [1070, 1104, 1306, 1346]
side-head: Passengers are Burned.: [1368, 403, 1491, 414]
side-head: Log Train Runs Away.: [1133, 839, 1243, 851]
paragraph: L. F. Cooper, engineer, ankle broken; Conductor Earl Frazier, Steubenville, back sprained; C. M. Miller, fireman, badly bruised; Engineer H. A. Wiggins, Chicago, head cut; Conductor Edward Beebe, Wellsville, head injured; Fireman Charles McMillen, Wellsville, head cut.: [1070, 338, 1306, 404]
headline-200-deaths: BLAMED FOR 200 DEATHS.: [836, 853, 1045, 870]
paragraph: Burlington, Vt., June 24.—Mrs. Seward Webb, daughter of the late William H. Vanderbilt, has been seriously injured by a fall from her horse.: [822, 1794, 1059, 1828]
subhead-brooklyn: FATAL ACCIDENT ON ELECTRIC RAILWAY IN BROOKLYN.: [1336, 147, 1524, 174]
paragraph: Steubenville, O., June 23.—As a result of a collision between two light engines on the Cleveland & Pittsburg railroad at Mingo Junction, early today, during a heavy fog, two men were killed and a number of others injured.: [1070, 208, 1306, 263]
headline-two-killed: TWO KILLED; MANY HURT: [1097, 104, 1278, 143]
paragraph: Brainerd, Minn., June 23.—Fireman Montgomery, injured in the Northern Pacific wreck near Staples, Minn, last Friday morning, died in the railroad hospital here early today, making the seventh death from the accident.: [1070, 958, 1306, 1014]
side-head: Keep Away from Trees.: [388, 575, 505, 587]
divider: [623, 553, 765, 554]
paragraph: Rochester, N. Y., June 24.—Miss Mary Louise Otis, eldest daughter of Gen. and Mrs. Elwell Stephen Otis, and Ralph Isham of Chicago will be married here this evening.: [822, 1732, 1059, 1777]
article-body: [328, 100, 565, 219]
poem-stanza-3: I hear the cowbell tinkle clear, And see the lambs at play; While all the air is fragrant sweet With breath of new mown hay. I wander to the trysting place— Bless me! how time does flow! The girl is now a grandma, twice, I loved so long ago.: [92, 301, 248, 391]
paragraph: The dead:: [1081, 1215, 1128, 1227]
paragraph: Colorado Springs, Col., June 24.—L. A. Civill, for three years past confidential clerk for Frank H. Pettingell & Co., mining brokers of Colorado Springs and Detroit, is missing. A hasty examination of his books shows a $5000 shortage. Civill is 30 years old and an old time resident. The police have been notified to arrest him.: [822, 1353, 1059, 1430]
paragraph: When these facts are considered the wonder is not that so many people are struck, but rather that so many escape. The flash will not inflict harm, as one or two three to see the fire needs to concern himself no more with that discharge.: [328, 1042, 565, 1098]
paragraph: The First and Second separate brigades have been consolidated.: [575, 1201, 812, 1223]
subhead-whipped: Indian Commits Suicide—Action Attributed to Education at Government School.: [1082, 1573, 1293, 1609]
headline-strikers: STRIKERS ARE DEFEATED: [875, 104, 1007, 143]
paragraph: Senator Henry Cabot Lodge of Massachusetts delivered a speech on the graduating class of the law school.: [1317, 1957, 1543, 1991]
divider: [870, 324, 1012, 325]
paragraph: The dead:: [1081, 264, 1128, 276]
subhead-shooting: Matron of Kansas Reform School Dying of Wound—Husband Tries Suicide.: [581, 1601, 807, 1625]
paragraph: Bess Jennings, badly bruised; Jennings, serious cut on lip and in nose; James Nolan, official scorer of the Texas League, in Dallas and well known in Galveston and New Orleans; Bert Winfrey, hurt about shoulders and head; F. H. Kerby, bruised slightly about legs; H. F. Jenkins, hurt about head; N. H. Dillon, one leg slightly injured.: [575, 846, 812, 923]
paragraph: Monday, Jack, late Co. C. Ninth infantry; jugular vein severed by knife in hand of Monroe Barger.: [1070, 1275, 1306, 1298]
headline-warship: WARSHIP IS BLOWN UP.: [618, 103, 770, 157]
paragraph: The dead:: [1081, 536, 1128, 548]
paragraph: "Love of the thing, Bess. Couldn't do it any other way. No use in my hanging on in the city, you know.": [81, 1935, 318, 1968]
headline-those-buttons: THOSE BUTTONS.: [139, 414, 260, 429]
paragraph: Coal Creek, Tenn., June 24.—The coroner's jury which has investigated the cause of the Fraterville mine explosion of May 19 finds that the men had gone in the mine "came to their death from an explosion in said mine, caused by gas or dust, or gas and dust and we further find that the said explosion was caused by neglect of the mine officers and state mine inspector.": [822, 902, 1059, 991]
paragraph: The injured:: [1081, 586, 1138, 597]
column-2: [328, 100, 565, 2246]
paragraph: "I have her letters in my pocket," says Bennett, "showing where the real culprits have sent me money to keep out of the way, but now when they have neglected me, it gives me the excuse to end the awful fear and suspense to which I have been subjected.": [822, 531, 1059, 597]
paragraph: "Good heavens!": [93, 1773, 171, 1785]
subhead-may-reid: Former Wisconsin Woman, Charged with Arson, Expects to be Freed.: [831, 1017, 1050, 1041]
side-head: Gen. Otis' Daughter to Wed.: [869, 1720, 1013, 1731]
headline-yale: YALE COMMENCEMENT.: [1339, 1796, 1521, 1812]
subhead-largest-gun: Most Powerful Weapon Yet Devised will be Tested by Government on Wednesday.: [1074, 1395, 1302, 1419]
paragraph: ROBINSON, C. J., Sioux City, Ia.; mail clerk.: [1081, 573, 1285, 585]
subhead-yale: Senator Henry Cabot Lodge Addresses the Graduating Class of the Law School.: [1322, 1818, 1538, 1841]
article-body: [575, 607, 812, 993]
paragraph: Engineer of train, name not ascertained; hurt but will recover.: [1070, 694, 1306, 716]
divider: [623, 998, 765, 999]
subhead-cleveland: Former President Goes to Buzzards Bay Home for Summer.: [834, 1182, 1047, 1206]
paragraph: He looked at her scarlet face in evident enjoyment of her confusion.: [81, 1594, 318, 1617]
paragraph: For a few minutes after the crash it was thought several lives had been lost, but by quick work firemen and policemen rescued all those who had been precipitated through their own efforts.: [575, 674, 812, 730]
poem-stanza-2: I see again the old rail fence, The meadow, green and fair, And hear the bobolink outpour His bubbling carol there. I see the upland fields, all white With daisies starred like snow, And watch the swallows circle round The old barn eaves below.: [92, 209, 263, 299]
divider: [1362, 1558, 1498, 1559]
paragraph: "What made you do it?": [93, 1923, 202, 1934]
subhead-engineers: Induces Engineers, Firemen and Pump Runners to Return to the Collieries.: [836, 180, 1045, 204]
paragraph: The girl and the soldier were the only occupants of the compartment.: [81, 536, 318, 559]
divider: [870, 1567, 1012, 1568]
side-head: Convicted of Stealing $25,000.: [1108, 1870, 1267, 1882]
paragraph: His face was twitching convulsively.: [93, 1485, 260, 1496]
article-body: [1070, 853, 1306, 941]
article-body: [575, 1064, 812, 1324]
paragraph: New Haven, Conn., June 21.—The commencement exercises of Yale University were begun yesterday afternoon with the exercises of the law school. The reception given last night by the graduating class of the law school, the scientific departments and the Sheffield scientific department of the university. The procession will be formed at the post-office this morning. The exercises were attended by large crowds.: [1317, 1846, 1543, 1956]
article-body: [1070, 747, 1306, 835]
subhead-ashton: Passenger Train Jumps Track Near Ashton, Ia., Killing Two and Injuring Five.: [1075, 180, 1300, 204]
headline-toronto: SETTLE TORONTO STRIKE.: [604, 1334, 784, 1348]
column-rule: [324, 100, 325, 2246]
divider: [870, 1435, 1012, 1436]
divider: [870, 996, 1012, 997]
article-body: [1317, 1846, 1543, 1991]
paragraph: "I don't understand.": [93, 1811, 190, 1823]
side-head: Another Victim of Wreck.: [1122, 945, 1253, 957]
subhead-dynamite: House in Which They Were Sleeping Blown Up—The Work of Enemies.: [1332, 1603, 1527, 1627]
headline-norbeck: DETECTIVE NORBECK CAPTURED.: [849, 1572, 1033, 1584]
article-body: [822, 1046, 1059, 1156]
paragraph: "No, thank you.": [93, 1545, 170, 1557]
side-head: Mrs. Seward Webb Badly Hurt.: [861, 1782, 1020, 1793]
article-body: [822, 1616, 1059, 1716]
column-1: [81, 100, 318, 2246]
paragraph: Her collection, so far, was but a scanty one. She did not move in military circles. What a difference those two buttons would have made!: [81, 641, 318, 675]
subhead-fuse: Fuse Burns Out and Sets Fire to Car—Ten Persons Hurt in Collision in Chicago.: [1328, 177, 1532, 213]
paragraph: The car was making a return trip to the Brooklyn bridge from the Ridgeway picnic park. It was loaded to its full capacity. In the conductor's register showing 110 passengers when Herman Schultz had travelled three blocks in all directions and which almost filled the car from the track.: [1317, 415, 1543, 492]
